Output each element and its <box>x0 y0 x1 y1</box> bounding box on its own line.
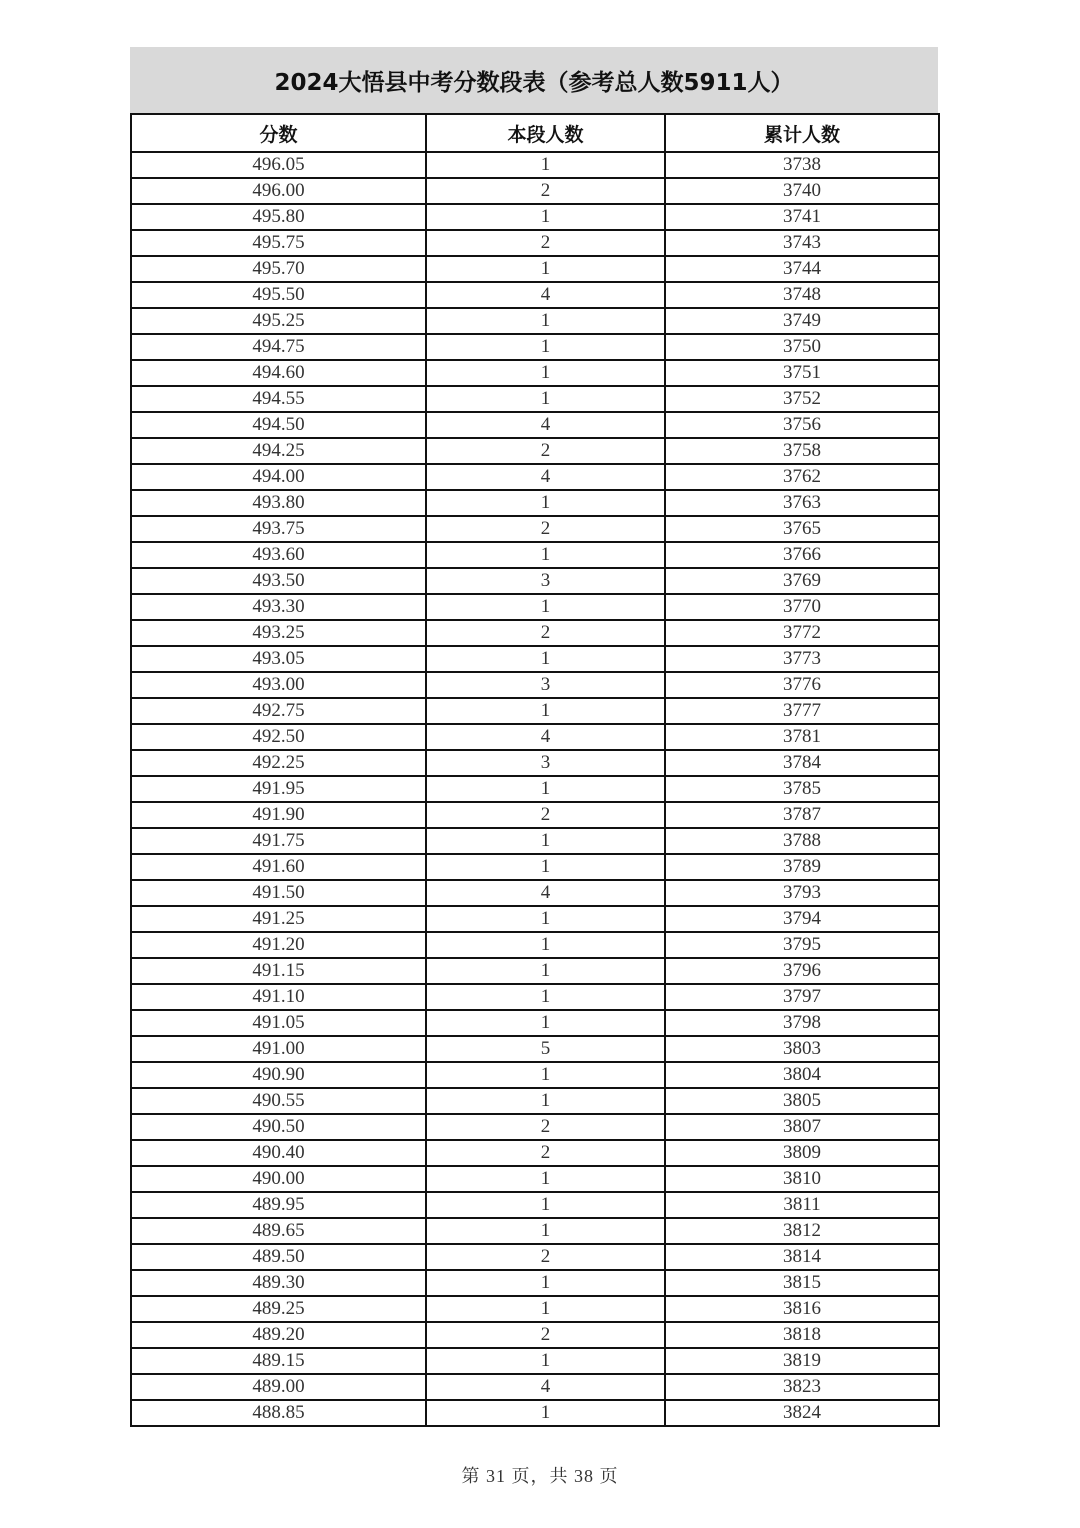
cumulative-count-cell: 3819 <box>665 1348 939 1374</box>
table-row <box>131 1400 939 1426</box>
table-body <box>131 152 939 1426</box>
score-table-sheet <box>130 47 938 1427</box>
segment-count-cell: 1 <box>426 204 665 230</box>
table-row <box>131 672 939 698</box>
segment-count-cell: 4 <box>426 464 665 490</box>
page-footer: 第 31 页，共 38 页 <box>461 1466 619 1486</box>
header-segment-count: 本段人数 <box>426 114 665 152</box>
table-row <box>131 490 939 516</box>
score-cell: 491.20 <box>131 932 426 958</box>
score-cell: 493.80 <box>131 490 426 516</box>
table-row <box>131 282 939 308</box>
segment-count-cell: 2 <box>426 1114 665 1140</box>
score-cell: 489.20 <box>131 1322 426 1348</box>
table-row <box>131 594 939 620</box>
score-cell: 489.95 <box>131 1192 426 1218</box>
header-row <box>131 114 939 152</box>
score-cell: 495.50 <box>131 282 426 308</box>
score-cell: 490.55 <box>131 1088 426 1114</box>
cumulative-count-cell: 3763 <box>665 490 939 516</box>
table-row <box>131 620 939 646</box>
score-cell: 493.30 <box>131 594 426 620</box>
score-cell: 494.00 <box>131 464 426 490</box>
score-cell: 491.75 <box>131 828 426 854</box>
cumulative-count-cell: 3785 <box>665 776 939 802</box>
cumulative-count-cell: 3803 <box>665 1036 939 1062</box>
score-cell: 490.50 <box>131 1114 426 1140</box>
cumulative-count-cell: 3816 <box>665 1296 939 1322</box>
score-cell: 489.50 <box>131 1244 426 1270</box>
segment-count-cell: 3 <box>426 568 665 594</box>
cumulative-count-cell: 3762 <box>665 464 939 490</box>
table-row <box>131 802 939 828</box>
table-row <box>131 1374 939 1400</box>
cumulative-count-cell: 3787 <box>665 802 939 828</box>
table-row <box>131 958 939 984</box>
table-header <box>131 114 939 152</box>
score-cell: 495.70 <box>131 256 426 282</box>
table-row <box>131 256 939 282</box>
segment-count-cell: 1 <box>426 1296 665 1322</box>
score-cell: 493.60 <box>131 542 426 568</box>
score-cell: 489.25 <box>131 1296 426 1322</box>
table-row <box>131 568 939 594</box>
segment-count-cell: 1 <box>426 958 665 984</box>
cumulative-count-cell: 3749 <box>665 308 939 334</box>
cumulative-count-cell: 3743 <box>665 230 939 256</box>
table-row <box>131 1296 939 1322</box>
table-row <box>131 1036 939 1062</box>
score-cell: 495.25 <box>131 308 426 334</box>
cumulative-count-cell: 3824 <box>665 1400 939 1426</box>
score-cell: 489.30 <box>131 1270 426 1296</box>
header-cumulative-count: 累计人数 <box>665 114 939 152</box>
segment-count-cell: 3 <box>426 750 665 776</box>
cumulative-count-cell: 3810 <box>665 1166 939 1192</box>
cumulative-count-cell: 3815 <box>665 1270 939 1296</box>
segment-count-cell: 3 <box>426 672 665 698</box>
cumulative-count-cell: 3748 <box>665 282 939 308</box>
segment-count-cell: 1 <box>426 594 665 620</box>
segment-count-cell: 1 <box>426 776 665 802</box>
cumulative-count-cell: 3756 <box>665 412 939 438</box>
segment-count-cell: 1 <box>426 1010 665 1036</box>
segment-count-cell: 2 <box>426 620 665 646</box>
table-row <box>131 464 939 490</box>
score-cell: 494.75 <box>131 334 426 360</box>
cumulative-count-cell: 3809 <box>665 1140 939 1166</box>
cumulative-count-cell: 3765 <box>665 516 939 542</box>
score-cell: 490.00 <box>131 1166 426 1192</box>
segment-count-cell: 1 <box>426 542 665 568</box>
score-cell: 491.10 <box>131 984 426 1010</box>
table-row <box>131 360 939 386</box>
score-cell: 491.00 <box>131 1036 426 1062</box>
score-cell: 493.75 <box>131 516 426 542</box>
table-row <box>131 932 939 958</box>
table-row <box>131 1218 939 1244</box>
score-cell: 496.05 <box>131 152 426 178</box>
table-row <box>131 1010 939 1036</box>
segment-count-cell: 4 <box>426 282 665 308</box>
score-cell: 490.90 <box>131 1062 426 1088</box>
segment-count-cell: 1 <box>426 1192 665 1218</box>
cumulative-count-cell: 3812 <box>665 1218 939 1244</box>
segment-count-cell: 1 <box>426 256 665 282</box>
table-row <box>131 516 939 542</box>
score-cell: 491.50 <box>131 880 426 906</box>
score-cell: 493.05 <box>131 646 426 672</box>
cumulative-count-cell: 3807 <box>665 1114 939 1140</box>
score-cell: 489.65 <box>131 1218 426 1244</box>
score-cell: 493.00 <box>131 672 426 698</box>
table-row <box>131 1140 939 1166</box>
cumulative-count-cell: 3804 <box>665 1062 939 1088</box>
cumulative-count-cell: 3781 <box>665 724 939 750</box>
segment-count-cell: 4 <box>426 412 665 438</box>
segment-count-cell: 2 <box>426 230 665 256</box>
score-cell: 489.15 <box>131 1348 426 1374</box>
table-row <box>131 828 939 854</box>
cumulative-count-cell: 3795 <box>665 932 939 958</box>
score-cell: 489.00 <box>131 1374 426 1400</box>
segment-count-cell: 1 <box>426 360 665 386</box>
table-row <box>131 724 939 750</box>
segment-count-cell: 1 <box>426 308 665 334</box>
table-row <box>131 1348 939 1374</box>
segment-count-cell: 1 <box>426 1062 665 1088</box>
table-row <box>131 438 939 464</box>
cumulative-count-cell: 3740 <box>665 178 939 204</box>
table-row <box>131 1166 939 1192</box>
segment-count-cell: 2 <box>426 1140 665 1166</box>
cumulative-count-cell: 3776 <box>665 672 939 698</box>
score-cell: 491.15 <box>131 958 426 984</box>
cumulative-count-cell: 3818 <box>665 1322 939 1348</box>
table-row <box>131 776 939 802</box>
score-cell: 495.80 <box>131 204 426 230</box>
cumulative-count-cell: 3811 <box>665 1192 939 1218</box>
table-row <box>131 204 939 230</box>
table-row <box>131 880 939 906</box>
score-cell: 492.25 <box>131 750 426 776</box>
segment-count-cell: 1 <box>426 386 665 412</box>
score-cell: 496.00 <box>131 178 426 204</box>
cumulative-count-cell: 3805 <box>665 1088 939 1114</box>
table-row <box>131 1062 939 1088</box>
table-row <box>131 1322 939 1348</box>
score-cell: 491.25 <box>131 906 426 932</box>
segment-count-cell: 1 <box>426 1166 665 1192</box>
table-row <box>131 178 939 204</box>
score-cell: 494.50 <box>131 412 426 438</box>
cumulative-count-cell: 3773 <box>665 646 939 672</box>
segment-count-cell: 4 <box>426 880 665 906</box>
segment-count-cell: 1 <box>426 698 665 724</box>
segment-count-cell: 1 <box>426 152 665 178</box>
segment-count-cell: 1 <box>426 932 665 958</box>
segment-count-cell: 4 <box>426 1374 665 1400</box>
table-row <box>131 906 939 932</box>
table-row <box>131 308 939 334</box>
segment-count-cell: 1 <box>426 646 665 672</box>
score-cell: 491.05 <box>131 1010 426 1036</box>
segment-count-cell: 2 <box>426 178 665 204</box>
table-row <box>131 412 939 438</box>
score-cell: 494.55 <box>131 386 426 412</box>
cumulative-count-cell: 3798 <box>665 1010 939 1036</box>
score-cell: 493.25 <box>131 620 426 646</box>
segment-count-cell: 2 <box>426 1322 665 1348</box>
segment-count-cell: 2 <box>426 1244 665 1270</box>
segment-count-cell: 1 <box>426 1218 665 1244</box>
table-row <box>131 152 939 178</box>
table-row <box>131 1192 939 1218</box>
cumulative-count-cell: 3744 <box>665 256 939 282</box>
segment-count-cell: 1 <box>426 490 665 516</box>
cumulative-count-cell: 3766 <box>665 542 939 568</box>
segment-count-cell: 1 <box>426 1088 665 1114</box>
table-row <box>131 1270 939 1296</box>
cumulative-count-cell: 3738 <box>665 152 939 178</box>
segment-count-cell: 1 <box>426 854 665 880</box>
table-row <box>131 386 939 412</box>
table-row <box>131 1088 939 1114</box>
cumulative-count-cell: 3814 <box>665 1244 939 1270</box>
segment-count-cell: 1 <box>426 828 665 854</box>
table-row <box>131 230 939 256</box>
segment-count-cell: 5 <box>426 1036 665 1062</box>
cumulative-count-cell: 3770 <box>665 594 939 620</box>
cumulative-count-cell: 3741 <box>665 204 939 230</box>
score-cell: 495.75 <box>131 230 426 256</box>
cumulative-count-cell: 3750 <box>665 334 939 360</box>
cumulative-count-cell: 3784 <box>665 750 939 776</box>
cumulative-count-cell: 3752 <box>665 386 939 412</box>
segment-count-cell: 1 <box>426 984 665 1010</box>
score-cell: 494.25 <box>131 438 426 464</box>
header-score: 分数 <box>131 114 426 152</box>
cumulative-count-cell: 3769 <box>665 568 939 594</box>
table-row <box>131 698 939 724</box>
score-table <box>130 113 940 1427</box>
segment-count-cell: 1 <box>426 334 665 360</box>
cumulative-count-cell: 3823 <box>665 1374 939 1400</box>
table-row <box>131 1114 939 1140</box>
table-row <box>131 1244 939 1270</box>
score-cell: 491.90 <box>131 802 426 828</box>
table-row <box>131 334 939 360</box>
table-row <box>131 646 939 672</box>
segment-count-cell: 1 <box>426 1348 665 1374</box>
cumulative-count-cell: 3788 <box>665 828 939 854</box>
cumulative-count-cell: 3789 <box>665 854 939 880</box>
score-cell: 494.60 <box>131 360 426 386</box>
cumulative-count-cell: 3751 <box>665 360 939 386</box>
cumulative-count-cell: 3758 <box>665 438 939 464</box>
segment-count-cell: 2 <box>426 802 665 828</box>
cumulative-count-cell: 3772 <box>665 620 939 646</box>
cumulative-count-cell: 3793 <box>665 880 939 906</box>
table-row <box>131 984 939 1010</box>
cumulative-count-cell: 3794 <box>665 906 939 932</box>
segment-count-cell: 4 <box>426 724 665 750</box>
score-cell: 492.50 <box>131 724 426 750</box>
segment-count-cell: 1 <box>426 1270 665 1296</box>
score-cell: 492.75 <box>131 698 426 724</box>
score-cell: 488.85 <box>131 1400 426 1426</box>
score-cell: 490.40 <box>131 1140 426 1166</box>
segment-count-cell: 2 <box>426 516 665 542</box>
segment-count-cell: 1 <box>426 1400 665 1426</box>
table-row <box>131 750 939 776</box>
cumulative-count-cell: 3797 <box>665 984 939 1010</box>
table-title: 2024大悟县中考分数段表（参考总人数5911人） <box>130 47 938 113</box>
cumulative-count-cell: 3777 <box>665 698 939 724</box>
score-cell: 493.50 <box>131 568 426 594</box>
score-cell: 491.60 <box>131 854 426 880</box>
segment-count-cell: 1 <box>426 906 665 932</box>
table-row <box>131 854 939 880</box>
score-cell: 491.95 <box>131 776 426 802</box>
cumulative-count-cell: 3796 <box>665 958 939 984</box>
segment-count-cell: 2 <box>426 438 665 464</box>
table-row <box>131 542 939 568</box>
